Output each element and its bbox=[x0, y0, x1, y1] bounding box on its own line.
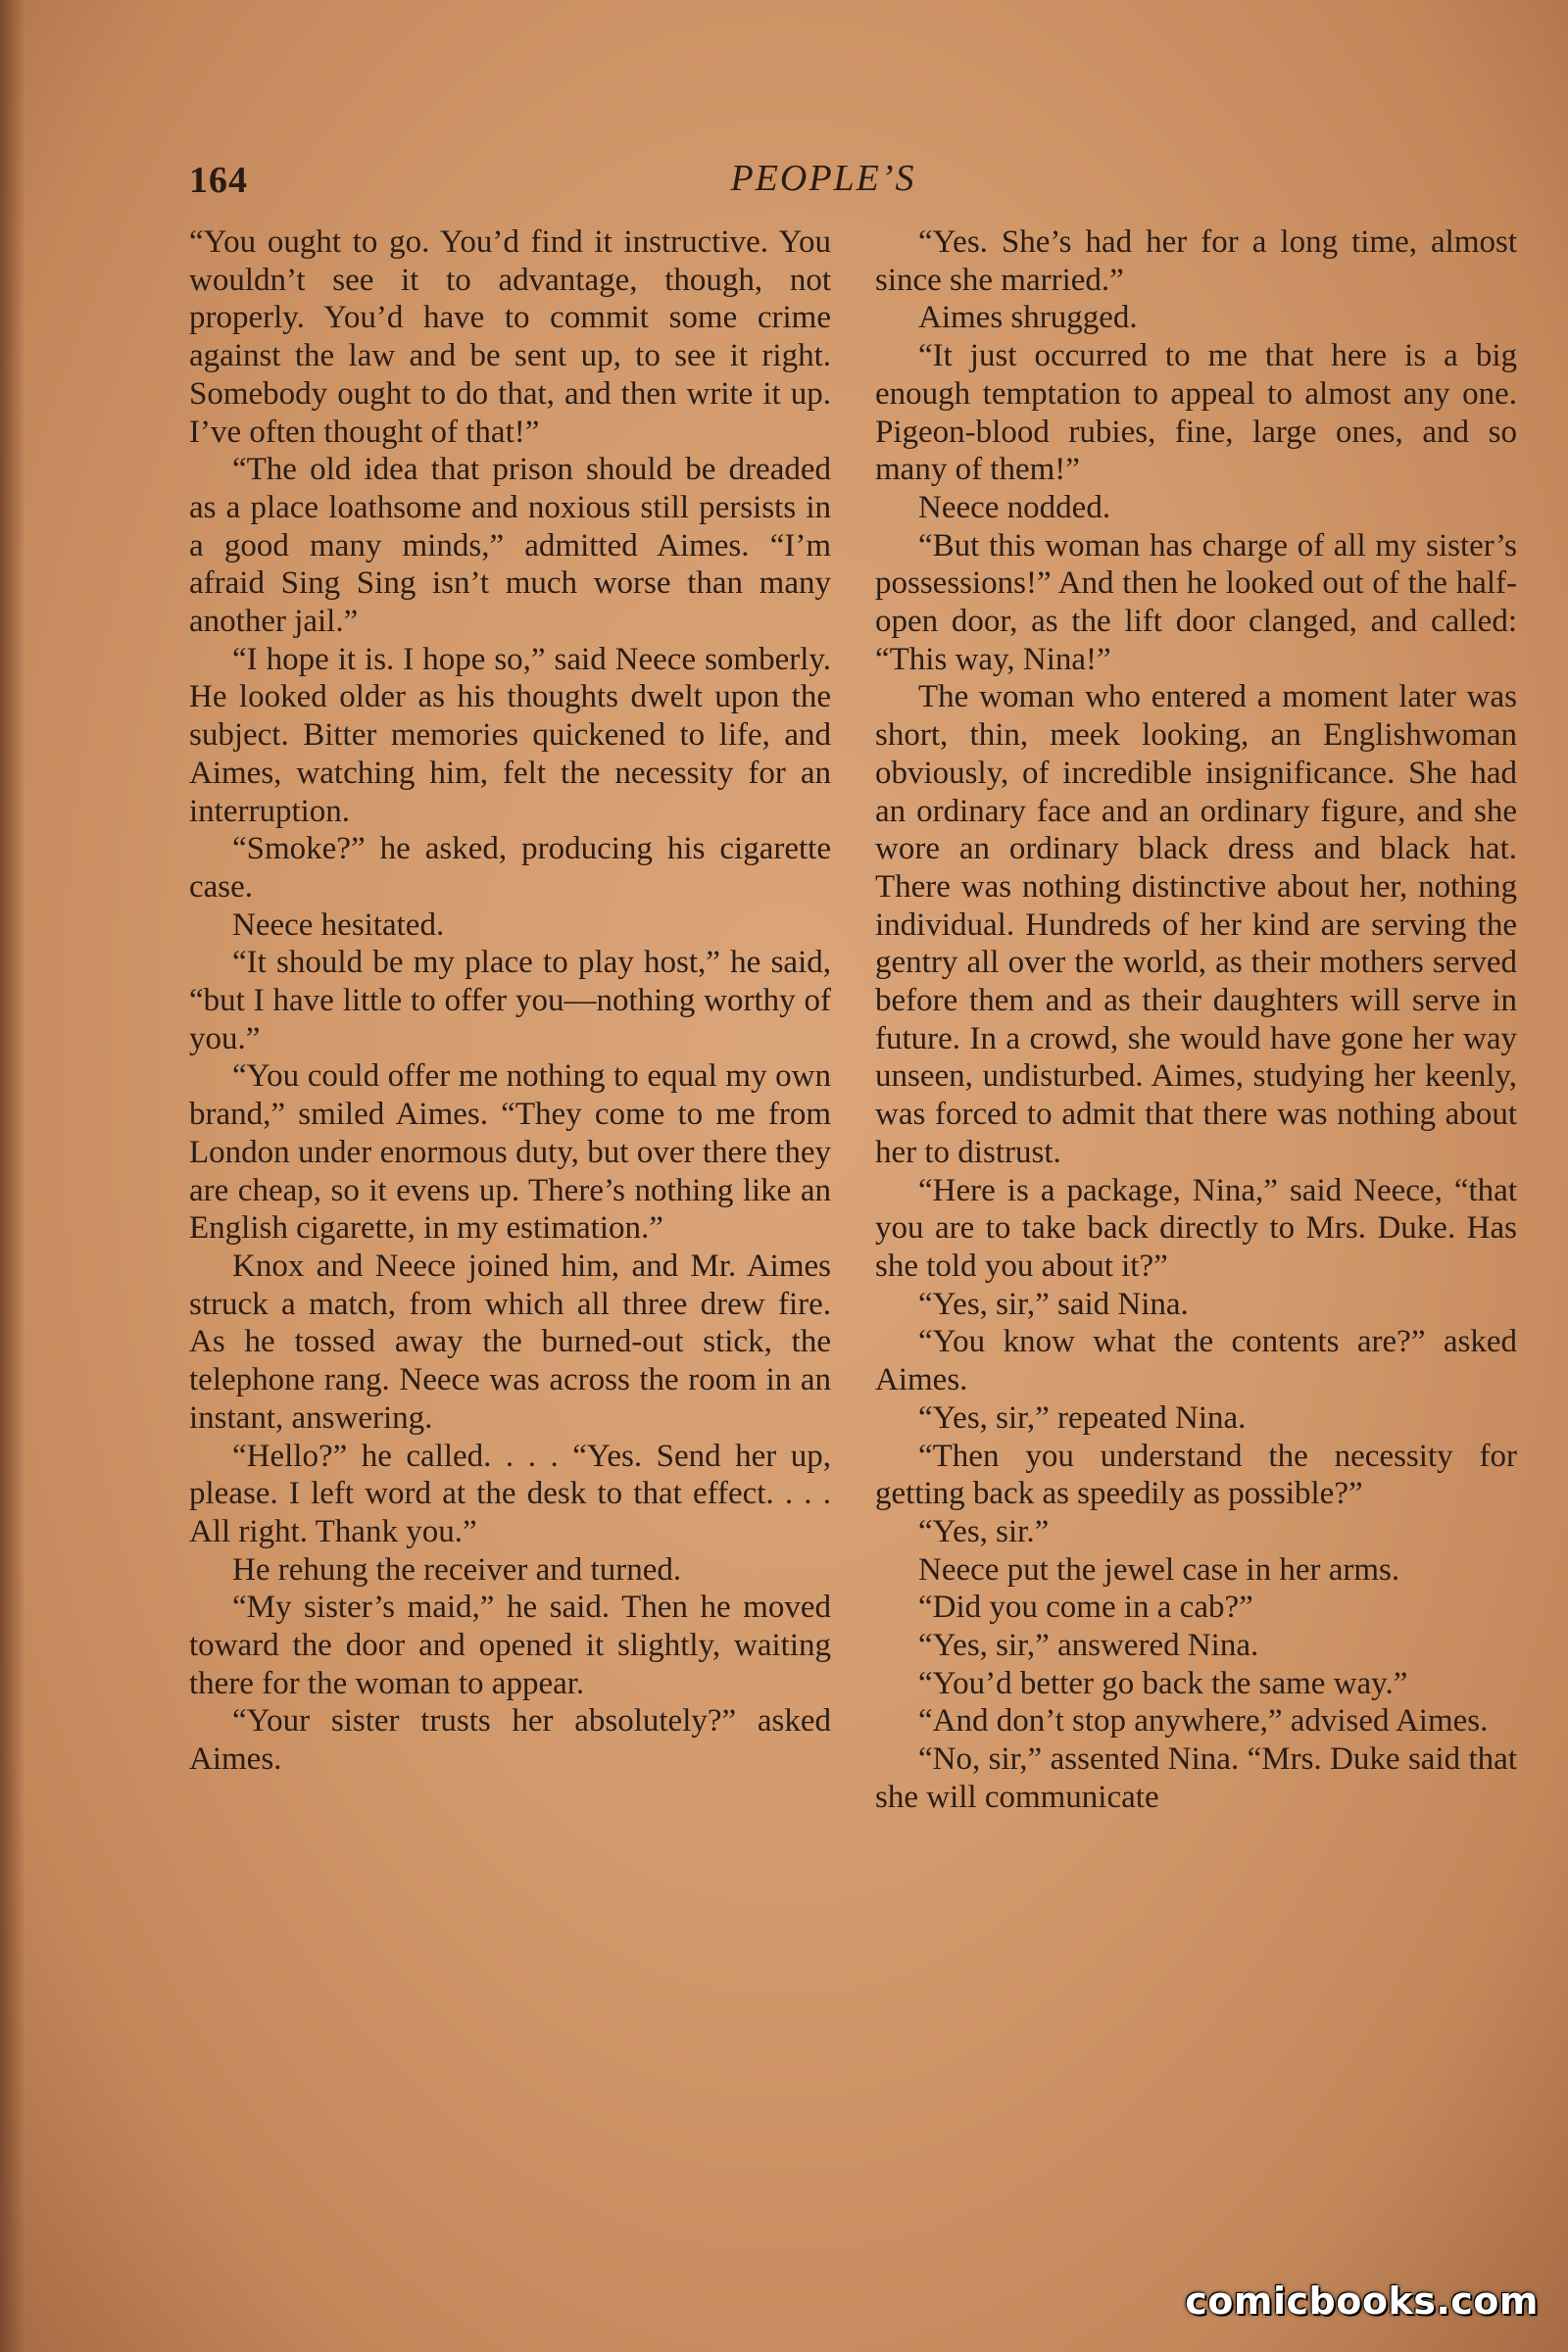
paragraph: “You could offer me nothing to equal my own brand,” smiled Aimes. “They come to me from London under enormous duty, but over there they are cheap, so it evens up. There’s nothing like an English cigarette, in my estimation.” bbox=[189, 1058, 831, 1247]
paragraph: “The old idea that prison should be dreaded as a place loathsome and noxious still persists in a good many minds,” admitted Aimes. “I’m afraid Sing Sing isn’t much worse than many another jail.” bbox=[189, 452, 831, 640]
left-column bbox=[189, 223, 831, 1779]
paragraph: “You’d better go back the same way.” bbox=[918, 1665, 1408, 1701]
page-number: 164 bbox=[189, 160, 248, 201]
paragraph: “My sister’s maid,” he said. Then he moved toward the door and opened it slightly, waiting there for the woman to appear. bbox=[189, 1590, 831, 1701]
paragraph: “You know what the contents are?” asked Aimes. bbox=[875, 1324, 1517, 1398]
paragraph: “Yes. She’s had her for a long time, almost since she married.” bbox=[875, 224, 1517, 298]
paragraph: Aimes shrugged. bbox=[918, 300, 1138, 336]
page-edge-shadow bbox=[0, 0, 25, 2352]
paragraph: “It just occurred to me that here is a big enough temptation to appeal to almost any one. Pigeon-blood rubies, fine, large ones, and so many of them!” bbox=[875, 338, 1517, 488]
paragraph: “Then you understand the necessity for getting back as speedily as possible?” bbox=[875, 1438, 1517, 1512]
paragraph: “Here is a package, Nina,” said Neece, “that you are to take back directly to Mrs. Duke. Has she told you about it?” bbox=[875, 1172, 1517, 1284]
watermark-logo: comicbooks.com bbox=[1185, 2279, 1539, 2323]
paragraph: “Yes, sir,” said Nina. bbox=[918, 1286, 1189, 1322]
paragraph: The woman who entered a moment later was short, thin, meek looking, an Englishwoman obviously, of incredible insignificance. She had an ordinary face and an ordinary figure, and she wore an ordinary black dress and black hat. There was nothing distinctive about her, nothing individual. Hundreds of her kind are serving the gentry all over the world, as their mothers served before them and as their daughters will serve in future. In a crowd, she would have gone her way unseen, undisturbed. Aimes, studying her keenly, was forced to admit that there was nothing about her to distrust. bbox=[875, 679, 1517, 1170]
paragraph: “It should be my place to play host,” he said, “but I have little to offer you—nothing worthy of you.” bbox=[189, 945, 831, 1056]
paragraph: “Yes, sir,” answered Nina. bbox=[918, 1628, 1259, 1664]
paragraph: “Yes, sir.” bbox=[918, 1513, 1050, 1549]
paragraph: “No, sir,” assented Nina. “Mrs. Duke said that she will communicate bbox=[875, 1741, 1517, 1815]
paragraph: Neece hesitated. bbox=[232, 906, 445, 943]
paragraph: “Yes, sir,” repeated Nina. bbox=[918, 1399, 1247, 1436]
paragraph: “I hope it is. I hope so,” said Neece somberly. He looked older as his thoughts dwelt upon the subject. Bitter memories quickened to life, and Aimes, watching him, felt the necessity for an interruption. bbox=[189, 641, 831, 829]
running-head: PEOPLE’S bbox=[730, 158, 916, 199]
paragraph: “Smoke?” he asked, producing his cigarette case. bbox=[189, 831, 831, 905]
paragraph: “And don’t stop anywhere,” advised Aimes. bbox=[918, 1703, 1489, 1740]
paragraph: “But this woman has charge of all my sister’s possessions!” And then he looked out of the half-open door, as the lift door clanged, and called: “This way, Nina!” bbox=[875, 527, 1517, 677]
right-column bbox=[875, 223, 1517, 1817]
paragraph: “Hello?” he called. . . . “Yes. Send her up, please. I left word at the desk to that effect. . . . All right. Thank you.” bbox=[189, 1438, 831, 1549]
paragraph: “You ought to go. You’d find it instructive. You wouldn’t see it to advantage, though, not properly. You’d have to commit some crime against the law and be sent up, to see it right. Somebody ought to do that, and then write it up. I’ve often thought of that!” bbox=[189, 224, 831, 450]
paragraph: Neece nodded. bbox=[918, 489, 1111, 525]
paragraph: He rehung the receiver and turned. bbox=[232, 1551, 682, 1588]
paragraph: “Your sister trusts her absolutely?” asked Aimes. bbox=[189, 1703, 831, 1778]
paragraph: Neece put the jewel case in her arms. bbox=[918, 1551, 1400, 1588]
paragraph: “Did you come in a cab?” bbox=[918, 1590, 1253, 1626]
paragraph: Knox and Neece joined him, and Mr. Aimes struck a match, from which all three drew fire. As he tossed away the burned-out stick, the telephone rang. Neece was across the room in an instant, answering. bbox=[189, 1248, 831, 1436]
